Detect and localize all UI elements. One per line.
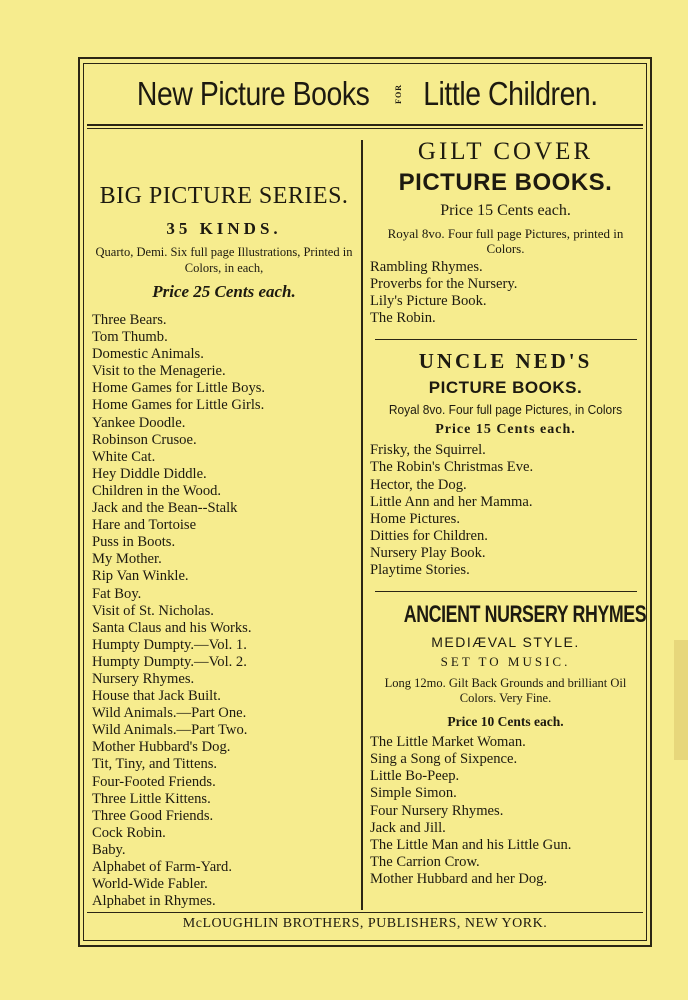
gilt-cover-section — [368, 136, 643, 327]
big-picture-series — [90, 176, 358, 910]
gilt-title-line1: GILT COVER — [417, 138, 594, 165]
book-title: Three Good Friends. — [92, 807, 214, 824]
gilt-price: Price 15 Cents each. — [440, 202, 571, 219]
book-title: Ditties for Children. — [370, 527, 488, 544]
header-rule-thin — [87, 128, 643, 129]
right-column — [368, 136, 647, 888]
book-title: Domestic Animals. — [92, 346, 204, 363]
ned-price: Price 15 Cents each. — [435, 422, 576, 438]
book-title: Mother Hubbard and her Dog. — [370, 870, 548, 887]
book-title: Little Ann and her Mamma. — [370, 493, 533, 510]
ancient-style: MEDIÆVAL STYLE. — [431, 634, 580, 651]
book-title: The Little Market Woman. — [370, 734, 526, 751]
book-title: Mother Hubbard's Dog. — [92, 739, 231, 756]
book-title: Baby. — [92, 841, 126, 858]
book-title: Three Bears. — [92, 312, 167, 328]
publisher-footer: McLOUGHLIN BROTHERS, PUBLISHERS, NEW YORK. — [182, 916, 548, 931]
book-title: Humpty Dumpty.—Vol. 1. — [92, 636, 247, 653]
book-title: Tit, Tiny, and Tittens. — [92, 756, 218, 773]
gilt-title-line2: PICTURE BOOKS. — [398, 169, 613, 196]
book-title: Visit of St. Nicholas. — [92, 602, 214, 619]
header-rule-thick — [87, 124, 643, 126]
section-separator — [375, 339, 637, 340]
ancient-description: Long 12mo. Gilt Back Grounds and brilliant Oil Colors. Very Fine. — [384, 676, 627, 706]
book-title: Four-Footed Friends. — [92, 773, 216, 790]
book-title: Robinson Crusoe. — [92, 431, 197, 448]
header-right: Little Children. — [423, 75, 598, 112]
book-title: Hey Diddle Diddle. — [92, 465, 207, 482]
book-title: House that Jack Built. — [92, 688, 221, 705]
gilt-title-list — [368, 259, 643, 327]
book-title: Nursery Rhymes. — [92, 670, 195, 687]
book-title: Children in the Wood. — [92, 482, 222, 499]
footer-rule — [87, 912, 643, 913]
column-divider — [361, 140, 363, 910]
book-title: White Cat. — [92, 448, 156, 465]
uncle-ned-section — [368, 346, 643, 579]
series-description: Quarto, Demi. Six full page Illustrations, Printed in Colors, in each, — [95, 245, 353, 275]
book-title: Nursery Play Book. — [370, 544, 486, 561]
book-title: Frisky, the Squirrel. — [370, 442, 486, 459]
book-title: Lily's Picture Book. — [370, 293, 487, 310]
ned-title-list — [368, 442, 643, 579]
book-title: Simple Simon. — [370, 785, 457, 802]
ancient-music: SET TO MUSIC. — [440, 654, 571, 670]
header-left: New Picture Books — [136, 75, 370, 112]
book-title: Alphabet of Farm-Yard. — [92, 859, 232, 875]
ancient-title-list — [368, 734, 643, 888]
ancient-rhymes-section — [368, 598, 647, 888]
big-series-title-list — [90, 312, 358, 910]
book-title: Jack and the Bean--Stalk — [92, 500, 238, 517]
book-title: Fat Boy. — [92, 585, 142, 602]
book-title: The Carrion Crow. — [370, 853, 480, 870]
book-title: Four Nursery Rhymes. — [370, 802, 504, 819]
book-title: Visit to the Menagerie. — [92, 363, 226, 380]
book-title: Home Pictures. — [370, 510, 460, 527]
ancient-price: Price 10 Cents each. — [447, 714, 564, 730]
book-title: My Mother. — [92, 551, 162, 568]
book-title: Home Games for Little Girls. — [92, 397, 265, 414]
series-kinds: 35 KINDS. — [166, 219, 282, 238]
book-title: Rambling Rhymes. — [370, 259, 483, 275]
book-title: Wild Animals.—Part Two. — [92, 722, 248, 739]
header-connector: FOR — [394, 84, 404, 104]
series-title: BIG PICTURE SERIES. — [99, 183, 349, 209]
book-title: The Little Man and his Little Gun. — [370, 836, 572, 853]
book-title: Cock Robin. — [92, 824, 166, 841]
page-header — [83, 66, 647, 122]
book-title: Puss in Boots. — [92, 534, 176, 551]
book-title: Wild Animals.—Part One. — [92, 705, 247, 722]
book-title: World-Wide Fabler. — [92, 876, 208, 893]
gilt-description: Royal 8vo. Four full page Pictures, printed in Colors. — [387, 226, 624, 256]
ned-title-line2: PICTURE BOOKS. — [428, 378, 583, 398]
book-title: Sing a Song of Sixpence. — [370, 751, 518, 768]
paper-edge — [674, 640, 688, 760]
book-title: Proverbs for the Nursery. — [370, 276, 518, 293]
book-title: Tom Thumb. — [92, 329, 168, 346]
book-title: The Robin. — [370, 310, 436, 327]
ned-description: Royal 8vo. Four full page Pictures, in Colors — [388, 402, 623, 418]
ned-title-line1: UNCLE NED'S — [418, 349, 593, 374]
book-title: Hector, the Dog. — [370, 476, 467, 493]
book-title: The Robin's Christmas Eve. — [370, 459, 534, 476]
book-title: Alphabet in Rhymes. — [92, 893, 216, 910]
book-title: Home Games for Little Boys. — [92, 380, 266, 397]
series-price: Price 25 Cents each. — [152, 282, 296, 301]
book-title: Playtime Stories. — [370, 562, 470, 579]
book-title: Jack and Jill. — [370, 819, 446, 836]
book-title: Rip Van Winkle. — [92, 568, 189, 585]
section-separator — [375, 591, 637, 592]
book-title: Little Bo-Peep. — [370, 768, 460, 785]
ancient-title: ANCIENT NURSERY RHYMES — [403, 601, 647, 629]
book-title: Hare and Tortoise — [92, 517, 197, 534]
book-title: Yankee Doodle. — [92, 414, 186, 431]
book-title: Three Little Kittens. — [92, 790, 211, 807]
book-title: Santa Claus and his Works. — [92, 619, 252, 636]
book-title: Humpty Dumpty.—Vol. 2. — [92, 653, 247, 670]
